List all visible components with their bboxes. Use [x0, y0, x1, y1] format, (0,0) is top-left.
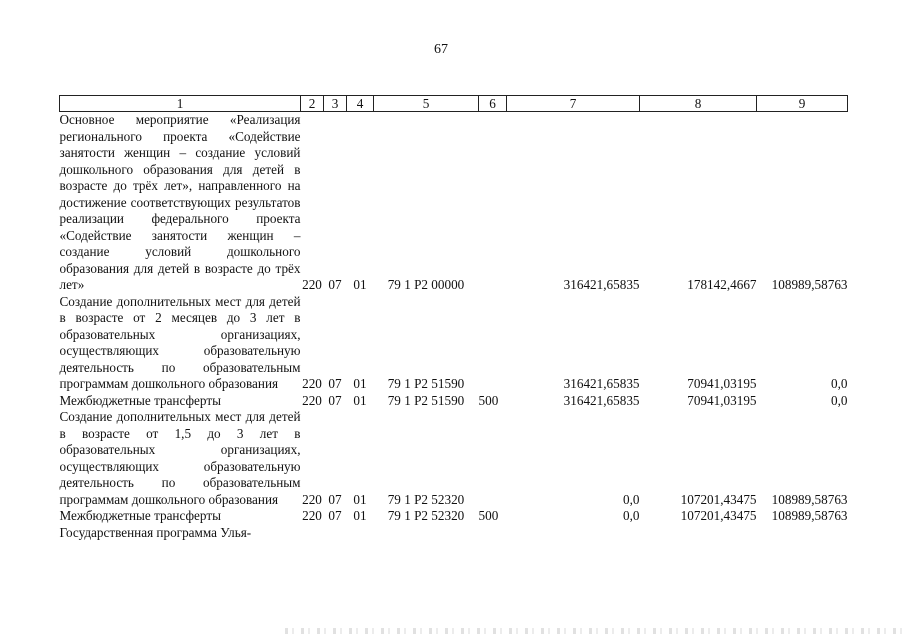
cell-col-3: 07: [328, 491, 342, 507]
header-col-4: 4: [347, 96, 374, 112]
cell-col-7: 0,0: [623, 508, 640, 523]
cell-col-2: 220: [302, 508, 322, 523]
cell-col-6: 500: [478, 392, 499, 408]
table-row: [60, 294, 848, 393]
cell-col-8: 107201,43475: [680, 491, 757, 507]
row-description: Межбюджетные трансферты: [59, 508, 221, 523]
cell-col-9: 108989,58763: [771, 277, 848, 292]
cell-col-5: 79 1 P2 52320: [387, 491, 465, 507]
cell-col-7: [507, 525, 640, 542]
cell-col-9: [757, 525, 848, 542]
cell-col-9: 108989,58763: [771, 491, 848, 507]
cell-col-5: [374, 525, 479, 542]
row-description: Создание дополнительных мест для детей в возрасте от 2 месяцев до 3 лет в образовательных организациях, осуществляющих образовательную деятельность по образовательным программам дошкольного образования: [59, 293, 301, 391]
page-number: 67: [434, 42, 448, 57]
cell-col-2: 220: [302, 392, 322, 408]
cell-col-4: 01: [353, 491, 367, 507]
header-col-5: 5: [374, 96, 479, 112]
cell-col-3: 07: [328, 277, 342, 292]
row-description: Межбюджетные трансферты: [59, 392, 221, 408]
cell-col-8: 178142,4667: [687, 277, 757, 292]
cell-col-6: [479, 525, 507, 542]
cell-col-6: [479, 112, 507, 294]
cell-col-3: [324, 525, 347, 542]
cell-col-5: 79 1 P2 00000: [387, 277, 465, 292]
cell-col-4: 01: [353, 277, 367, 292]
cell-col-4: 01: [353, 376, 367, 391]
cell-col-4: 01: [353, 508, 367, 523]
cell-col-2: 220: [302, 376, 322, 391]
cell-col-8: 107201,43475: [680, 508, 757, 523]
header-row: [60, 96, 848, 112]
header-col-9: 9: [757, 96, 848, 112]
cell-col-5: 79 1 P2 52320: [387, 508, 465, 523]
cell-col-2: 220: [302, 491, 322, 507]
cell-col-7: 316421,65835: [563, 392, 640, 408]
cell-col-6: [479, 409, 507, 508]
cell-col-5: 79 1 P2 51590: [387, 376, 465, 391]
cell-col-2: [301, 525, 324, 542]
scan-artifact-strip: [285, 628, 905, 634]
header-col-7: 7: [507, 96, 640, 112]
header-col-1: 1: [60, 96, 301, 112]
cell-col-8: 70941,03195: [687, 392, 757, 408]
cell-col-4: 01: [353, 392, 367, 408]
table-row: [60, 112, 848, 294]
table-row: [60, 393, 848, 410]
cell-col-9: 0,0: [831, 392, 848, 408]
row-description: Основное мероприятие «Реализация регионального проекта «Содействие занятости женщин – создание условий дошкольного образования для детей в возрасте до трёх лет», направленного на достижение соответствующих результатов реализации федерального проекта «Содействие занятости женщин – создание условий дошкольного образования для детей в возрасте до трёх лет»: [59, 112, 301, 292]
table-row: [60, 409, 848, 508]
cell-col-8: [640, 525, 757, 542]
header-col-6: 6: [479, 96, 507, 112]
cell-col-5: 79 1 P2 51590: [387, 392, 465, 408]
cell-col-7: 0,0: [623, 491, 640, 507]
cell-col-9: 0,0: [831, 376, 848, 391]
table-row: [60, 508, 848, 525]
header-col-8: 8: [640, 96, 757, 112]
cell-col-7: 316421,65835: [563, 277, 640, 292]
cell-col-7: 316421,65835: [563, 376, 640, 391]
cell-col-3: 07: [328, 376, 342, 391]
cell-col-9: 108989,58763: [771, 508, 848, 523]
cell-col-8: 70941,03195: [687, 376, 757, 391]
cell-col-4: [347, 525, 374, 542]
budget-table: [59, 95, 848, 541]
cell-col-6: 500: [478, 508, 499, 523]
cell-col-3: 07: [328, 392, 342, 408]
table-row: [60, 525, 848, 542]
row-description: Создание дополнительных мест для детей в возрасте от 1,5 до 3 лет в образовательных организациях, осуществляющих образовательную деятельность по образовательным программам дошкольного образования: [59, 409, 301, 507]
row-description: Государственная программа Улья-: [59, 524, 252, 540]
cell-col-2: 220: [302, 277, 322, 292]
header-col-2: 2: [301, 96, 324, 112]
cell-col-3: 07: [328, 508, 342, 523]
cell-col-6: [479, 294, 507, 393]
header-col-3: 3: [324, 96, 347, 112]
